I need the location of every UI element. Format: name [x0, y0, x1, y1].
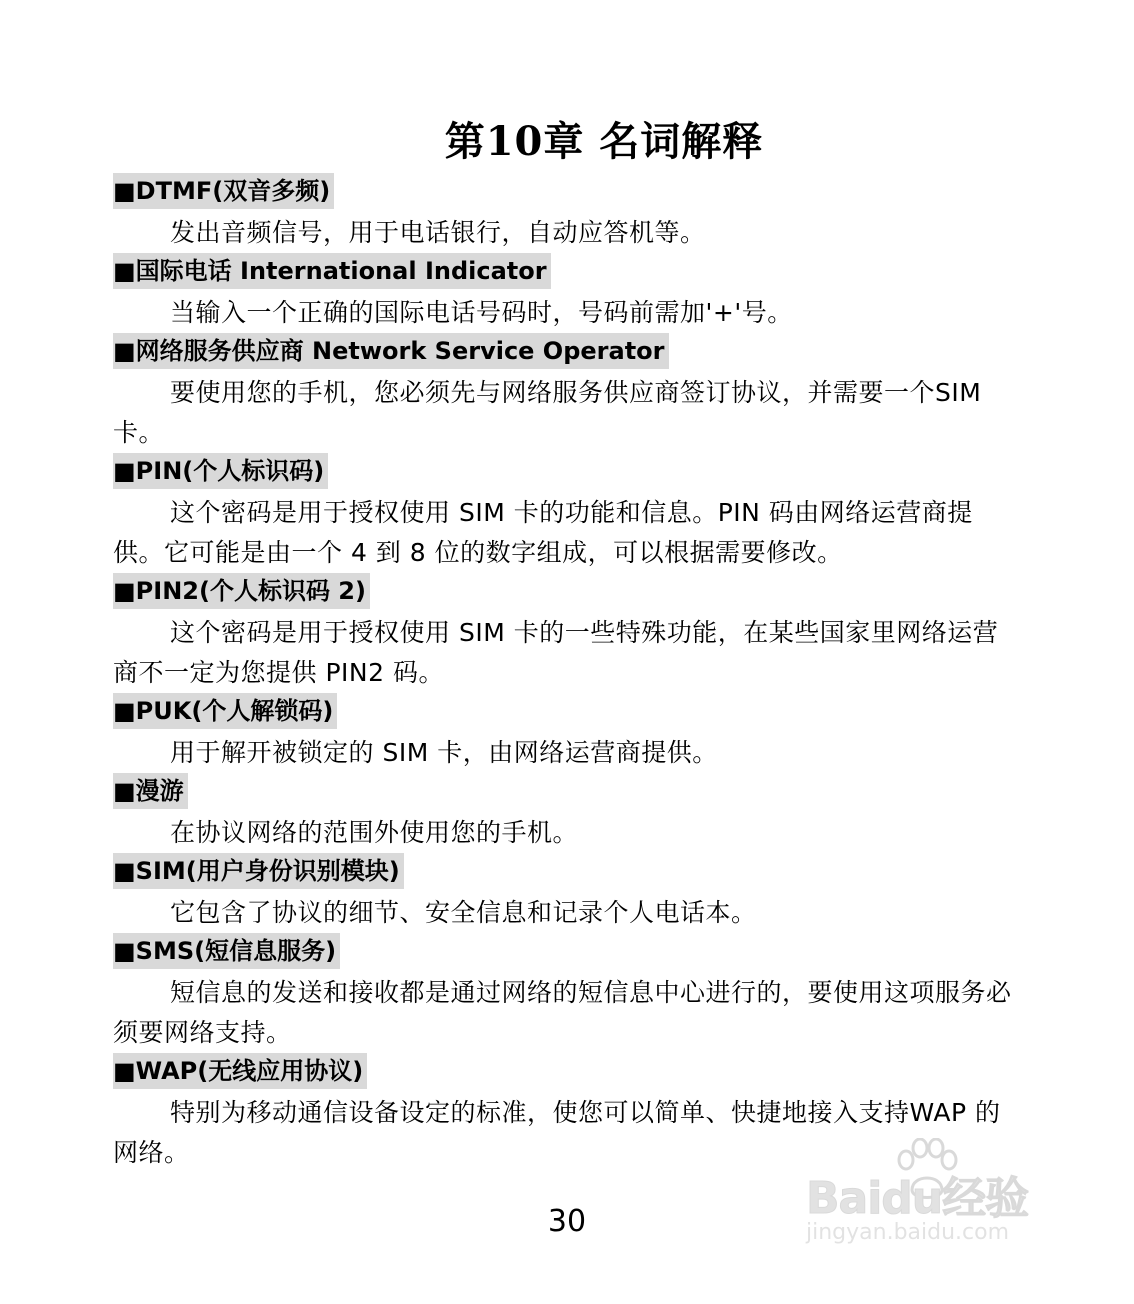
- glossary-term: ■PIN(个人标识码): [113, 453, 328, 489]
- glossary-definition: 在协议网络的范围外使用您的手机。: [170, 818, 579, 847]
- glossary-definition: 特别为移动通信设备设定的标准，使您可以简单、快捷地接入支持WAP 的网络。: [113, 1098, 1001, 1167]
- glossary-definition: 要使用您的手机，您必须先与网络服务供应商签订协议，并需要一个SIM 卡。: [113, 378, 982, 447]
- glossary-definition: 这个密码是用于授权使用 SIM 卡的功能和信息。PIN 码由网络运营商提供。它可能是由一个 4 到 8 位的数字组成，可以根据需要修改。: [113, 498, 973, 567]
- glossary-term: ■SMS(短信息服务): [113, 933, 340, 969]
- glossary-definition: 当输入一个正确的国际电话号码时，号码前需加'+'号。: [170, 298, 793, 327]
- page-number: 30: [547, 1204, 587, 1239]
- glossary-definition: 用于解开被锁定的 SIM 卡，由网络运营商提供。: [170, 738, 718, 767]
- watermark-url-text: jingyan.baidu.com: [806, 1220, 1010, 1245]
- glossary-entry: [113, 173, 1023, 253]
- glossary-entry: [113, 333, 1023, 453]
- glossary-entry: [113, 853, 1023, 933]
- glossary-term: ■DTMF(双音多频): [113, 173, 334, 209]
- glossary-entry: [113, 573, 1023, 693]
- glossary-term: ■WAP(无线应用协议): [113, 1053, 367, 1089]
- glossary-term: ■网络服务供应商 Network Service Operator: [113, 333, 669, 369]
- glossary-entry: [113, 693, 1023, 773]
- glossary-entry: [113, 933, 1023, 1053]
- glossary-list: [113, 173, 1023, 1173]
- glossary-term: ■PUK(个人解锁码): [113, 693, 337, 729]
- glossary-term: ■SIM(用户身份识别模块): [113, 853, 404, 889]
- glossary-entry: [113, 253, 1023, 333]
- glossary-definition: 短信息的发送和接收都是通过网络的短信息中心进行的，要使用这项服务必须要网络支持。: [113, 978, 1012, 1047]
- glossary-term: ■PIN2(个人标识码 2): [113, 573, 370, 609]
- glossary-entry: [113, 773, 1023, 853]
- watermark-logo-text: Baidu经验: [806, 1173, 1029, 1224]
- chapter-title: 第10章 名词解释: [444, 118, 764, 165]
- glossary-definition: 它包含了协议的细节、安全信息和记录个人电话本。: [170, 898, 757, 927]
- glossary-term: ■国际电话 International Indicator: [113, 253, 551, 289]
- glossary-entry: [113, 453, 1023, 573]
- glossary-definition: 这个密码是用于授权使用 SIM 卡的一些特殊功能，在某些国家里网络运营商不一定为您提供 PIN2 码。: [113, 618, 999, 687]
- glossary-term: ■漫游: [113, 773, 188, 809]
- glossary-definition: 发出音频信号，用于电话银行，自动应答机等。: [170, 218, 706, 247]
- baidu-jingyan-watermark: [806, 1138, 1066, 1258]
